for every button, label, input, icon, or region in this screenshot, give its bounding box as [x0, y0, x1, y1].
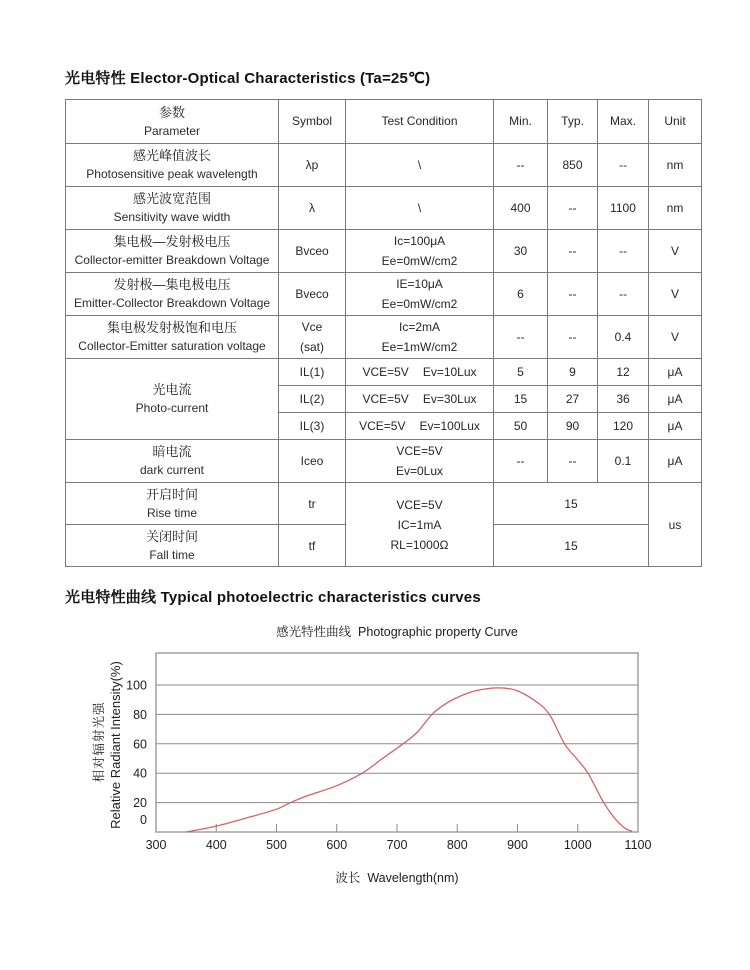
x-tick-label: 600	[326, 838, 348, 852]
x-tick-label: 900	[507, 838, 528, 852]
cond-ev: Ev=10Lux	[422, 365, 477, 379]
header-parameter-zh: 参数	[158, 104, 185, 120]
max-cell: 0.4	[598, 316, 649, 359]
cond-line: Ee=0mW/cm2	[381, 297, 458, 311]
typ-cell: 9	[548, 359, 598, 386]
param-zh: 感光波宽范围	[132, 191, 211, 206]
typ-cell: 27	[548, 386, 598, 413]
cond-ev: Ev=100Lux	[419, 419, 480, 433]
x-tick-label: 300	[145, 838, 167, 852]
param-cell	[66, 316, 279, 359]
param-en: Fall time	[149, 547, 195, 562]
unit-cell: V	[649, 273, 702, 316]
min-cell: 30	[494, 230, 548, 273]
y-tick-label: 100	[126, 678, 147, 693]
cond-line: Ee=1mW/cm2	[381, 340, 458, 354]
param-cell	[66, 230, 279, 273]
cond-line: VCE=5V	[396, 444, 443, 458]
param-cell	[66, 483, 279, 525]
cond-line: RL=1000Ω	[390, 537, 449, 552]
min-cell: 400	[494, 187, 548, 230]
electro-optical-characteristics-table	[65, 99, 702, 567]
header-unit: Unit	[649, 100, 702, 144]
row-bvceo	[66, 230, 702, 273]
plot-frame	[156, 653, 638, 832]
cond-line: Ic=2mA	[398, 320, 440, 334]
symbol-cell: IL(1)	[279, 359, 346, 386]
typ-cell: 850	[548, 144, 598, 187]
unit-cell: nm	[649, 144, 702, 187]
cond-cell	[346, 273, 494, 316]
row-wave-width	[66, 187, 702, 230]
param-en: Collector-Emitter saturation voltage	[78, 339, 266, 353]
param-en: Photosensitive peak wavelength	[86, 167, 258, 181]
symbol-cell: λ	[279, 187, 346, 230]
row-vce-sat	[66, 316, 702, 359]
symbol-cell: IL(3)	[279, 413, 346, 440]
photosensitive-spectrum-chart	[60, 645, 660, 895]
cond-line: Ic=100μA	[393, 234, 446, 248]
symbol-cell: tf	[279, 525, 346, 567]
value-cell-merged: 15	[494, 525, 649, 567]
param-cell	[66, 144, 279, 187]
cond-cell	[346, 440, 494, 483]
cond-line: VCE=5V	[396, 497, 443, 512]
param-zh: 感光峰值波长	[132, 148, 211, 163]
cond-line: Ee=0mW/cm2	[381, 254, 458, 268]
unit-cell: μA	[649, 413, 702, 440]
symbol-cell: tr	[279, 483, 346, 525]
header-min: Min.	[494, 100, 548, 144]
unit-cell: V	[649, 316, 702, 359]
unit-cell: μA	[649, 386, 702, 413]
param-cell	[66, 187, 279, 230]
symbol-cell: Bvceo	[279, 230, 346, 273]
y-tick-label: 80	[133, 707, 147, 722]
cond-ev: Ev=30Lux	[422, 392, 477, 406]
min-cell: --	[494, 440, 548, 483]
cond-cell	[346, 413, 494, 440]
chart-title: 感光特性曲线 Photographic property Curve	[276, 625, 518, 639]
param-zh: 开启时间	[145, 486, 198, 502]
min-cell: 6	[494, 273, 548, 316]
typ-cell: --	[548, 273, 598, 316]
param-zh: 暗电流	[152, 444, 192, 459]
param-cell	[66, 525, 279, 567]
section-heading-electro-optical: 光电特性 Elector-Optical Characteristics (Ta=25℃)	[65, 70, 431, 87]
min-cell: --	[494, 144, 548, 187]
x-tick-label: 700	[386, 838, 408, 852]
param-zh: 集电极发射极饱和电压	[106, 320, 237, 335]
x-tick-label: 1000	[563, 838, 592, 852]
row-bveco	[66, 273, 702, 316]
typ-cell: 90	[548, 413, 598, 440]
cond-cell-merged	[346, 483, 494, 567]
param-en: Rise time	[146, 505, 197, 520]
max-cell: 120	[598, 413, 649, 440]
spectral-response-curve	[186, 688, 632, 832]
symbol-line: (sat)	[300, 340, 324, 354]
y-tick-label: 60	[133, 737, 147, 752]
min-cell: --	[494, 316, 548, 359]
typ-cell: --	[548, 440, 598, 483]
cond-cell	[346, 316, 494, 359]
row-dark-current	[66, 440, 702, 483]
max-cell: 36	[598, 386, 649, 413]
cond-vce: VCE=5V	[359, 419, 406, 433]
row-peak-wavelength	[66, 144, 702, 187]
row-photo-current-il1	[66, 359, 702, 386]
typ-cell: --	[548, 187, 598, 230]
max-cell: 1100	[598, 187, 649, 230]
header-typ: Typ.	[548, 100, 598, 144]
symbol-cell: IL(2)	[279, 386, 346, 413]
header-symbol: Symbol	[279, 100, 346, 144]
header-max: Max.	[598, 100, 649, 144]
cond-cell	[346, 386, 494, 413]
param-en: Photo-current	[135, 401, 209, 415]
cond-vce: VCE=5V	[362, 365, 409, 379]
max-cell: --	[598, 273, 649, 316]
param-cell	[66, 359, 279, 440]
param-en: dark current	[139, 463, 205, 477]
unit-cell: μA	[649, 440, 702, 483]
max-cell: 0.1	[598, 440, 649, 483]
value-cell-merged: 15	[494, 483, 649, 525]
symbol-cell	[279, 316, 346, 359]
cond-line: IE=10μA	[396, 277, 443, 291]
chart-y-axis-label-zh: 相对辐射光强	[92, 701, 106, 783]
cond-cell	[346, 359, 494, 386]
header-test-condition: Test Condition	[346, 100, 494, 144]
symbol-cell: λp	[279, 144, 346, 187]
unit-cell-merged: us	[649, 483, 702, 567]
symbol-cell: Iceo	[279, 440, 346, 483]
cond-cell: \	[346, 187, 494, 230]
chart-y-axis-label-en: Relative Radiant Intensity(%)	[108, 661, 123, 829]
header-parameter	[66, 100, 279, 144]
x-tick-label: 400	[205, 838, 227, 852]
cond-line: IC=1mA	[397, 517, 442, 532]
y-tick-label: 20	[133, 796, 147, 811]
y-tick-label: 40	[133, 766, 147, 781]
symbol-line: Vce	[301, 320, 323, 334]
param-en: Collector-emitter Breakdown Voltage	[74, 253, 270, 267]
chart-x-axis-label: 波长 Wavelength(nm)	[335, 871, 459, 885]
unit-cell: nm	[649, 187, 702, 230]
min-cell: 50	[494, 413, 548, 440]
header-parameter-en: Parameter	[143, 123, 201, 138]
cond-cell	[346, 230, 494, 273]
min-cell: 15	[494, 386, 548, 413]
cond-vce: VCE=5V	[362, 392, 409, 406]
x-tick-label: 500	[266, 838, 287, 852]
x-tick-label: 800	[446, 838, 468, 852]
param-zh: 光电流	[152, 382, 192, 397]
param-zh: 发射极—集电极电压	[113, 277, 231, 292]
param-en: Sensitivity wave width	[113, 210, 231, 224]
cond-cell: \	[346, 144, 494, 187]
max-cell: --	[598, 230, 649, 273]
row-rise-time	[66, 483, 702, 525]
cond-line: Ev=0Lux	[395, 464, 444, 478]
param-zh: 关闭时间	[145, 528, 198, 544]
symbol-cell: Bveco	[279, 273, 346, 316]
param-zh: 集电极—发射极电压	[113, 234, 231, 249]
unit-cell: V	[649, 230, 702, 273]
x-tick-label: 1100	[624, 838, 652, 852]
max-cell: 12	[598, 359, 649, 386]
unit-cell: μA	[649, 359, 702, 386]
y-tick-label: 0	[140, 813, 147, 827]
param-en: Emitter-Collector Breakdown Voltage	[73, 296, 271, 310]
section-heading-curves: 光电特性曲线 Typical photoelectric characteristics curves	[65, 589, 481, 606]
min-cell: 5	[494, 359, 548, 386]
param-cell	[66, 440, 279, 483]
typ-cell: --	[548, 230, 598, 273]
max-cell: --	[598, 144, 649, 187]
param-cell	[66, 273, 279, 316]
typ-cell: --	[548, 316, 598, 359]
table-header-row	[66, 100, 702, 144]
